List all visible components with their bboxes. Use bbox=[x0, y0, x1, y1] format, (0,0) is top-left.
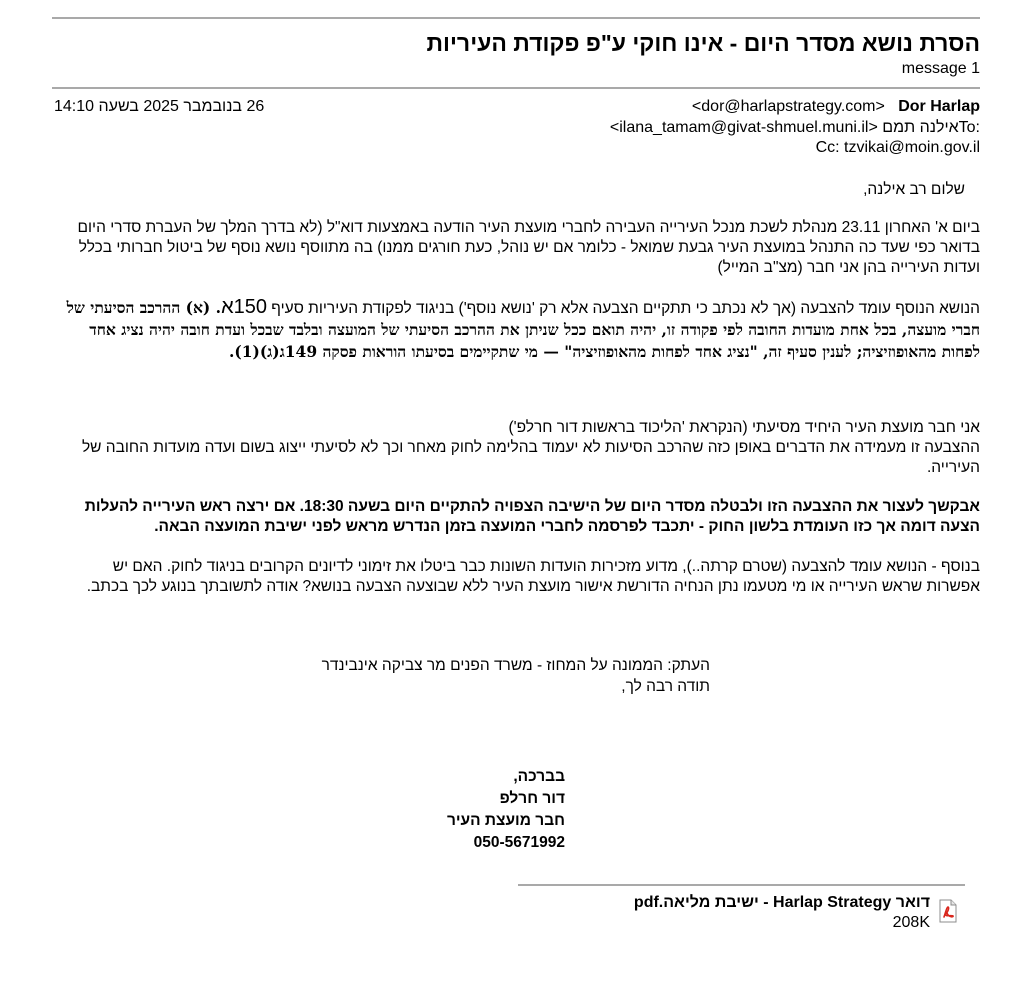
paragraph-1: ביום א' האחרון 23.11 מנהלת לשכת מנכל העירייה העבירה לחברי מועצת העיר הודעה באמצעות דוא"ל (לא בדרך המלך של העברת סדרי היום בדואר כפי שעד כה התנהל במועצת העיר גבעת שמואל - כלומר אם יש נוהל, כעת חורגים ממנו) בה מתווסף נושא נוסף של ביטול חברותי בכלל ועדות העירייה בהן אני חבר (מצ"ב המייל) bbox=[77, 219, 980, 276]
section-number: 150א bbox=[221, 296, 267, 318]
pdf-file-icon[interactable] bbox=[937, 899, 959, 923]
signature-closing: בברכה, bbox=[513, 768, 565, 785]
email-subject: הסרת נושא מסדר היום - אינו חוקי ע"פ פקודת העיריות bbox=[426, 30, 980, 56]
paragraph-3 bbox=[60, 418, 980, 478]
signature-title: חבר מועצת העיר bbox=[446, 812, 565, 829]
copy-to-line: העתק: הממונה על המחוז - משרד הפנים מר צביקה אינבינדר bbox=[321, 657, 710, 674]
cc-line[interactable]: Cc: tzvikai@moin.gov.il bbox=[815, 139, 980, 156]
sender-line bbox=[692, 98, 980, 116]
attachment-divider bbox=[518, 884, 965, 886]
sent-date: 26 בנובמבר 2025 בשעה 14:10 bbox=[54, 98, 265, 115]
sender-name[interactable]: Dor Harlap bbox=[898, 98, 980, 115]
paragraph-2-law-quote: . (א) ההרכב הסיעתי של חברי מועצה, בכל אחת מועדות החובה לפי פקודה זו, יהיה תואם ככל שניתן את ההרכב הסיעתי של המועצה ובלבד שבכל ועדת חובה יהיה נציג אחד לפחות מהאופוזיציה; לענין סעיף זה, "נציג אחד לפחות מהאופוזיציה" — מי שתקיימים בסיעתו הוראות פסקה 149ג(ג)(1). bbox=[66, 298, 980, 361]
signature-name: דור חרלפ bbox=[499, 790, 565, 807]
paragraph-3-line-2: ההצבעה זו מעמידה את הדברים באופן כזה שהרכב הסיעות לא יעמוד בהלימה לחוק מאחר וכך לא לסיעתי ייצוג בשום ועדה מועדות החובה של העירייה. bbox=[81, 439, 980, 476]
greeting: שלום רב אילנה, bbox=[863, 181, 965, 198]
signature-block bbox=[447, 766, 565, 854]
signature-phone: 050-5671992 bbox=[473, 834, 565, 851]
to-label: To: bbox=[958, 119, 980, 136]
message-count: message 1 bbox=[901, 60, 980, 77]
sender-email[interactable]: <dor@harlapstrategy.com> bbox=[691, 98, 885, 115]
thanks-line: תודה רבה לך, bbox=[621, 678, 710, 695]
attachment-name[interactable]: דואר Harlap Strategy - ישיבת מליאה.pdf bbox=[633, 894, 930, 911]
paragraph-3-line-1: אני חבר מועצת העיר היחיד מסיעתי (הנקראת 'הליכוד בראשות דור חרלפ') bbox=[508, 419, 980, 436]
top-divider bbox=[52, 17, 980, 19]
to-address[interactable]: אילנה תמם <ilana_tamam@givat-shmuel.muni.il> bbox=[609, 119, 959, 136]
attachment-size: 208K bbox=[892, 914, 930, 931]
paragraph-2-start: הנושא הנוסף עומד להצבעה (אך לא נכתב כי תתקיים הצבעה אלא רק 'נושא נוסף') בניגוד לפקודת העיריות סעיף bbox=[267, 300, 980, 317]
paragraph-2 bbox=[60, 297, 980, 363]
to-line bbox=[610, 119, 980, 137]
paragraph-5: בנוסף - הנושא עומד להצבעה (שטרם קרתה..), מדוע מזכירות הועדות השונות כבר ביטלו את זימוני לדיונים הקרובים בניגוד לחוק. האם יש אפשרות שראש העירייה או מי מטעמו נתן הנחיה הדורשת אישור מועצת העיר ללא שבוצעה הצבעה בנושא? אודה לתשובתך בנוגע לכך בכתב. bbox=[86, 558, 980, 595]
header-divider bbox=[52, 87, 980, 89]
paragraph-4-request: אבקשך לעצור את ההצבעה הזו ולבטלה מסדר היום של הישיבה הצפויה להתקיים היום בשעה 18:30. אם ירצה ראש העירייה להעלות הצעה דומה אך כזו העומדת בלשון החוק - יתכבד לפרסמה לחברי המועצה בזמן הנדרש מראש לפני ישיבת המועצה הבאה. bbox=[84, 498, 980, 535]
